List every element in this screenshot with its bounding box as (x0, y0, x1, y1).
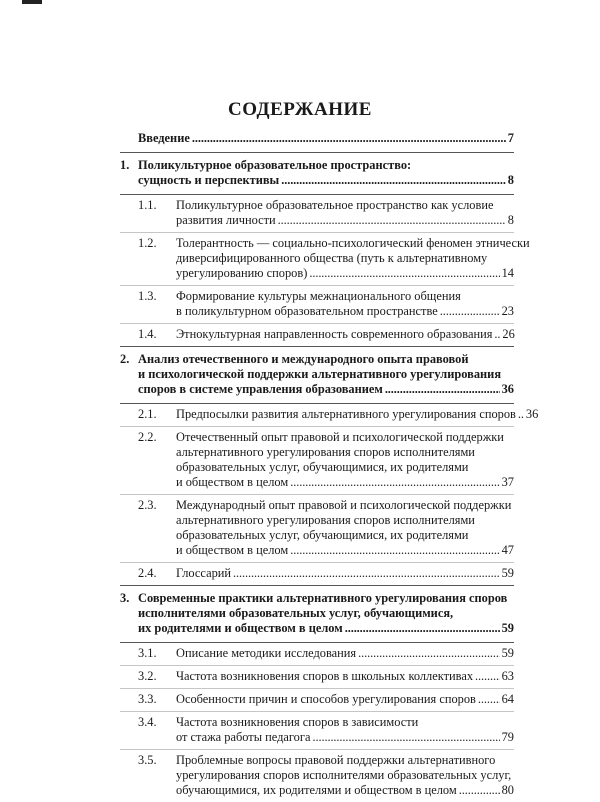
toc-leader-dots (192, 131, 506, 146)
toc-leader-dots (281, 173, 506, 188)
toc-title-line: споров в системе управления образованием (138, 382, 383, 396)
toc-entry[interactable] (120, 286, 514, 324)
toc-title-line: Предпосылки развития альтернативного урегулирования споров (176, 407, 516, 421)
toc-entry[interactable] (120, 233, 530, 286)
toc-number: 2.3. (138, 498, 157, 512)
toc-page-number: 37 (501, 475, 514, 489)
toc-title-line: Отечественный опыт правовой и психологической поддержки (176, 430, 504, 444)
toc-page-number: 80 (501, 783, 514, 797)
toc-title-line: и психологической поддержки альтернативного урегулирования (138, 367, 502, 381)
toc-entry[interactable] (120, 347, 514, 404)
toc-leader-dots (475, 669, 500, 684)
toc-leader-dots (358, 646, 499, 661)
toc-title-line: образовательных услуг, обучающимися, их родителями (176, 460, 469, 474)
toc-number: 1.3. (138, 289, 157, 303)
toc-entry[interactable] (120, 586, 514, 643)
toc-page-number: 8 (507, 173, 514, 187)
toc-number: 3.5. (138, 753, 157, 767)
toc-title-line: от стажа работы педагога (176, 730, 311, 744)
toc-leader-dots (345, 621, 500, 636)
toc-page-number: 8 (507, 213, 514, 227)
toc-title-line: Глоссарий (176, 566, 232, 580)
toc-page-number: 59 (501, 566, 514, 580)
toc-title-line: Частота возникновения споров в школьных коллективах (176, 669, 474, 683)
toc-page-number: 47 (501, 543, 514, 557)
toc-number: 3.3. (138, 692, 157, 706)
toc-leader-dots (494, 327, 500, 342)
toc-page-number: 36 (525, 407, 539, 421)
toc-number: 1.1. (138, 198, 157, 212)
toc-page-number: 79 (501, 730, 514, 744)
toc-entry[interactable] (120, 750, 514, 802)
toc-entry[interactable] (120, 195, 514, 233)
toc-title-line: Введение (138, 131, 190, 145)
toc-title-line: Проблемные вопросы правовой поддержки альтернативного (176, 753, 496, 767)
toc-entry[interactable] (120, 712, 514, 750)
toc-leader-dots (459, 783, 500, 798)
toc-page-number: 59 (501, 621, 514, 635)
toc-number: 1.4. (138, 327, 157, 341)
toc-number: 3.2. (138, 669, 157, 683)
toc-number: 3.4. (138, 715, 157, 729)
corner-mark (22, 0, 42, 4)
toc-title-line: Анализ отечественного и международного опыта правовой (138, 352, 469, 366)
toc-entry[interactable] (120, 324, 514, 347)
toc-page-number: 14 (501, 266, 514, 280)
toc-title-line: альтернативного урегулирования споров исполнителями (176, 445, 475, 459)
toc-number: 2.1. (138, 407, 157, 421)
toc-leader-dots (312, 730, 499, 745)
toc-leader-dots (290, 543, 499, 558)
toc-number: 3. (120, 591, 130, 605)
toc-leader-dots (478, 692, 500, 707)
toc-number: 2. (120, 352, 130, 366)
toc-number: 2.4. (138, 566, 157, 580)
toc-title-line: в поликультурном образовательном пространстве (176, 304, 438, 318)
toc-title-line: Описание методики исследования (176, 646, 357, 660)
toc-title-line: Международный опыт правовой и психологической поддержки (176, 498, 512, 512)
toc-title-line: Частота возникновения споров в зависимости (176, 715, 419, 729)
toc-number: 2.2. (138, 430, 157, 444)
toc-leader-dots (233, 566, 500, 581)
toc-number: 1. (120, 158, 130, 172)
toc-page-number: 26 (502, 327, 515, 341)
toc-title-line: Особенности причин и способов урегулирования споров (176, 692, 476, 706)
toc-page-number: 7 (507, 131, 514, 145)
toc-title-line: альтернативного урегулирования споров исполнителями (176, 513, 475, 527)
toc-entry[interactable] (120, 643, 514, 666)
toc-leader-dots (290, 475, 499, 490)
toc-entry[interactable] (120, 666, 514, 689)
toc-title-line: Поликультурное образовательное пространство: (138, 158, 412, 172)
toc-title-line: сущность и перспективы (138, 173, 280, 187)
toc-page-number: 23 (501, 304, 514, 318)
toc-leader-dots (309, 266, 499, 281)
toc-title-line: их родителями и обществом в целом (138, 621, 343, 635)
toc-title-line: урегулирования споров исполнителями образовательных услуг, (176, 768, 512, 782)
toc-page-number: 59 (501, 646, 514, 660)
toc-title-line: Поликультурное образовательное пространство как условие (176, 198, 494, 212)
toc-leader-dots (278, 213, 506, 228)
toc-entry[interactable] (120, 495, 514, 563)
toc-entry[interactable] (120, 126, 514, 153)
toc-title-line: диверсифицированного общества (путь к альтернативному (176, 251, 488, 265)
toc-leader-dots (385, 382, 500, 397)
toc-title-line: развития личности (176, 213, 276, 227)
toc-title-line: Формирование культуры межнационального общения (176, 289, 461, 303)
page-title: СОДЕРЖАНИЕ (228, 98, 372, 120)
toc-title-line: Толерантность — социально-психологический феномен этнически (176, 236, 530, 250)
toc-title-line: обучающимися, их родителями и обществом в целом (176, 783, 457, 797)
toc-title-line: и обществом в целом (176, 543, 289, 557)
toc-number: 3.1. (138, 646, 157, 660)
toc-leader-dots (518, 407, 524, 422)
toc-leader-dots (440, 304, 500, 319)
toc-entry[interactable] (120, 404, 539, 427)
toc-title-line: Современные практики альтернативного урегулирования споров (138, 591, 508, 605)
toc-title-line: образовательных услуг, обучающимися, их родителями (176, 528, 469, 542)
toc-page-number: 63 (501, 669, 514, 683)
toc-title-line: Этнокультурная направленность современного образования (176, 327, 493, 341)
toc-title-line: и обществом в целом (176, 475, 289, 489)
toc-page-number: 64 (501, 692, 514, 706)
toc-title-line: исполнителями образовательных услуг, обучающимися, (138, 606, 454, 620)
toc-entry[interactable] (120, 427, 514, 495)
toc-page-number: 36 (501, 382, 514, 396)
toc-entry[interactable] (120, 153, 514, 195)
toc-entry[interactable] (120, 563, 514, 586)
toc-entry[interactable] (120, 689, 514, 712)
table-of-contents (120, 126, 539, 802)
toc-number: 1.2. (138, 236, 157, 250)
toc-title-line: урегулированию споров) (176, 266, 308, 280)
